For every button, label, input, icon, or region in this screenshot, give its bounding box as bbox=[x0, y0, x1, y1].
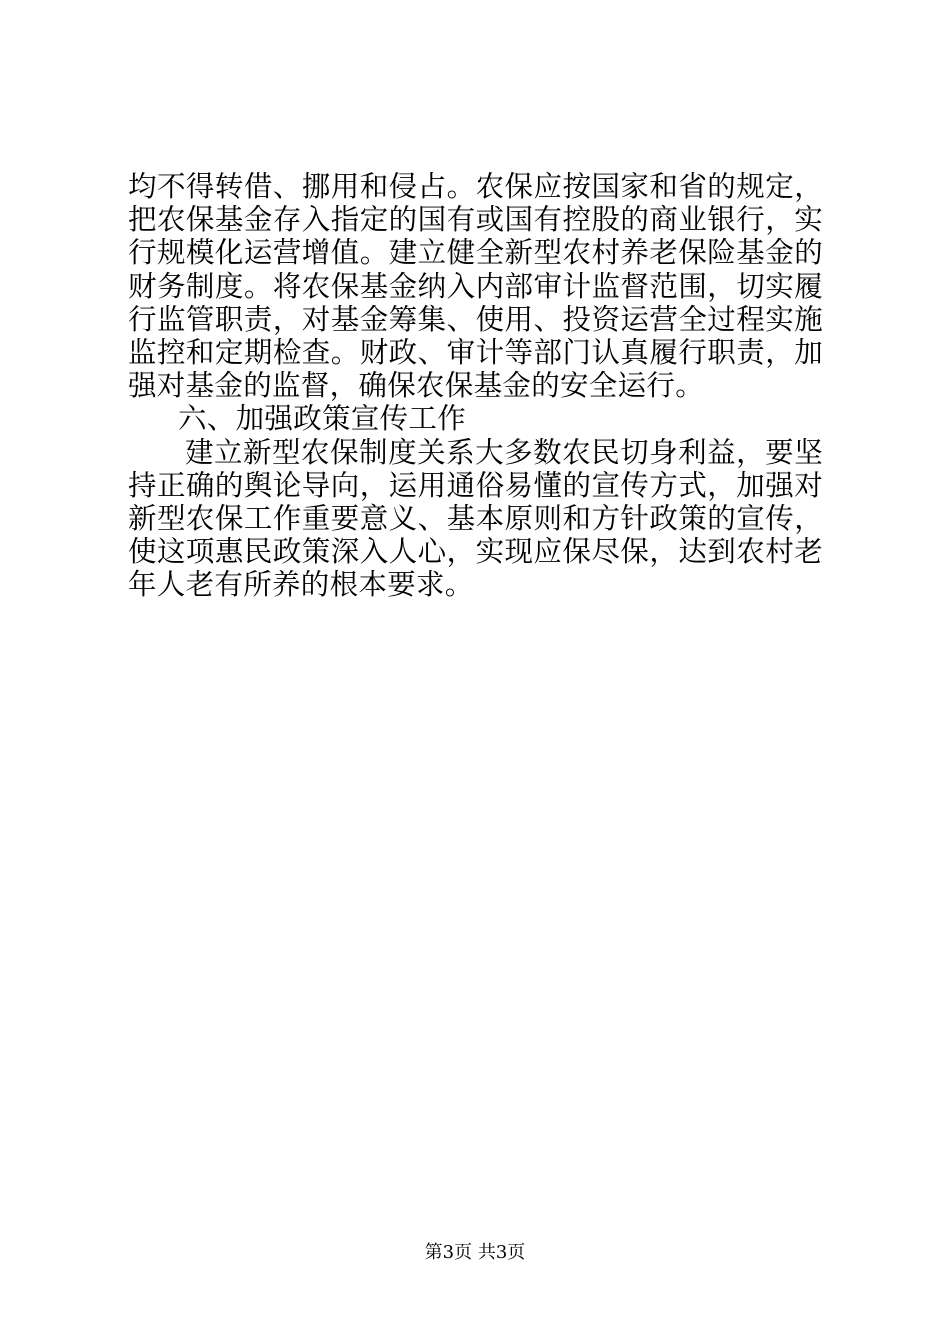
page-number-footer: 第3页 共3页 bbox=[424, 1242, 526, 1263]
paragraph-policy-publicity: 建立新型农保制度关系大多数农民切身利益，要坚持正确的舆论导向，运用通俗易懂的宣传方式，加强对新型农保工作重要意义、基本原则和方针政策的宣传，使这项惠民政策深入人心，实现应保尽保，达到农村老年人老有所养的根本要求。 bbox=[128, 435, 823, 602]
section-heading-policy-publicity: 六、加强政策宣传工作 bbox=[178, 402, 467, 436]
paragraph-fund-management: 均不得转借、挪用和侵占。农保应按国家和省的规定，把农保基金存入指定的国有或国有控股的商业银行，实行规模化运营增值。建立健全新型农村养老保险基金的财务制度。将农保基金纳入内部审计监督范围，切实履行监管职责，对基金筹集、使用、投资运营全过程实施监控和定期检查。财政、审计等部门认真履行职责，加强对基金的监督，确保农保基金的安全运行。 bbox=[128, 170, 823, 403]
document-body bbox=[128, 170, 823, 602]
